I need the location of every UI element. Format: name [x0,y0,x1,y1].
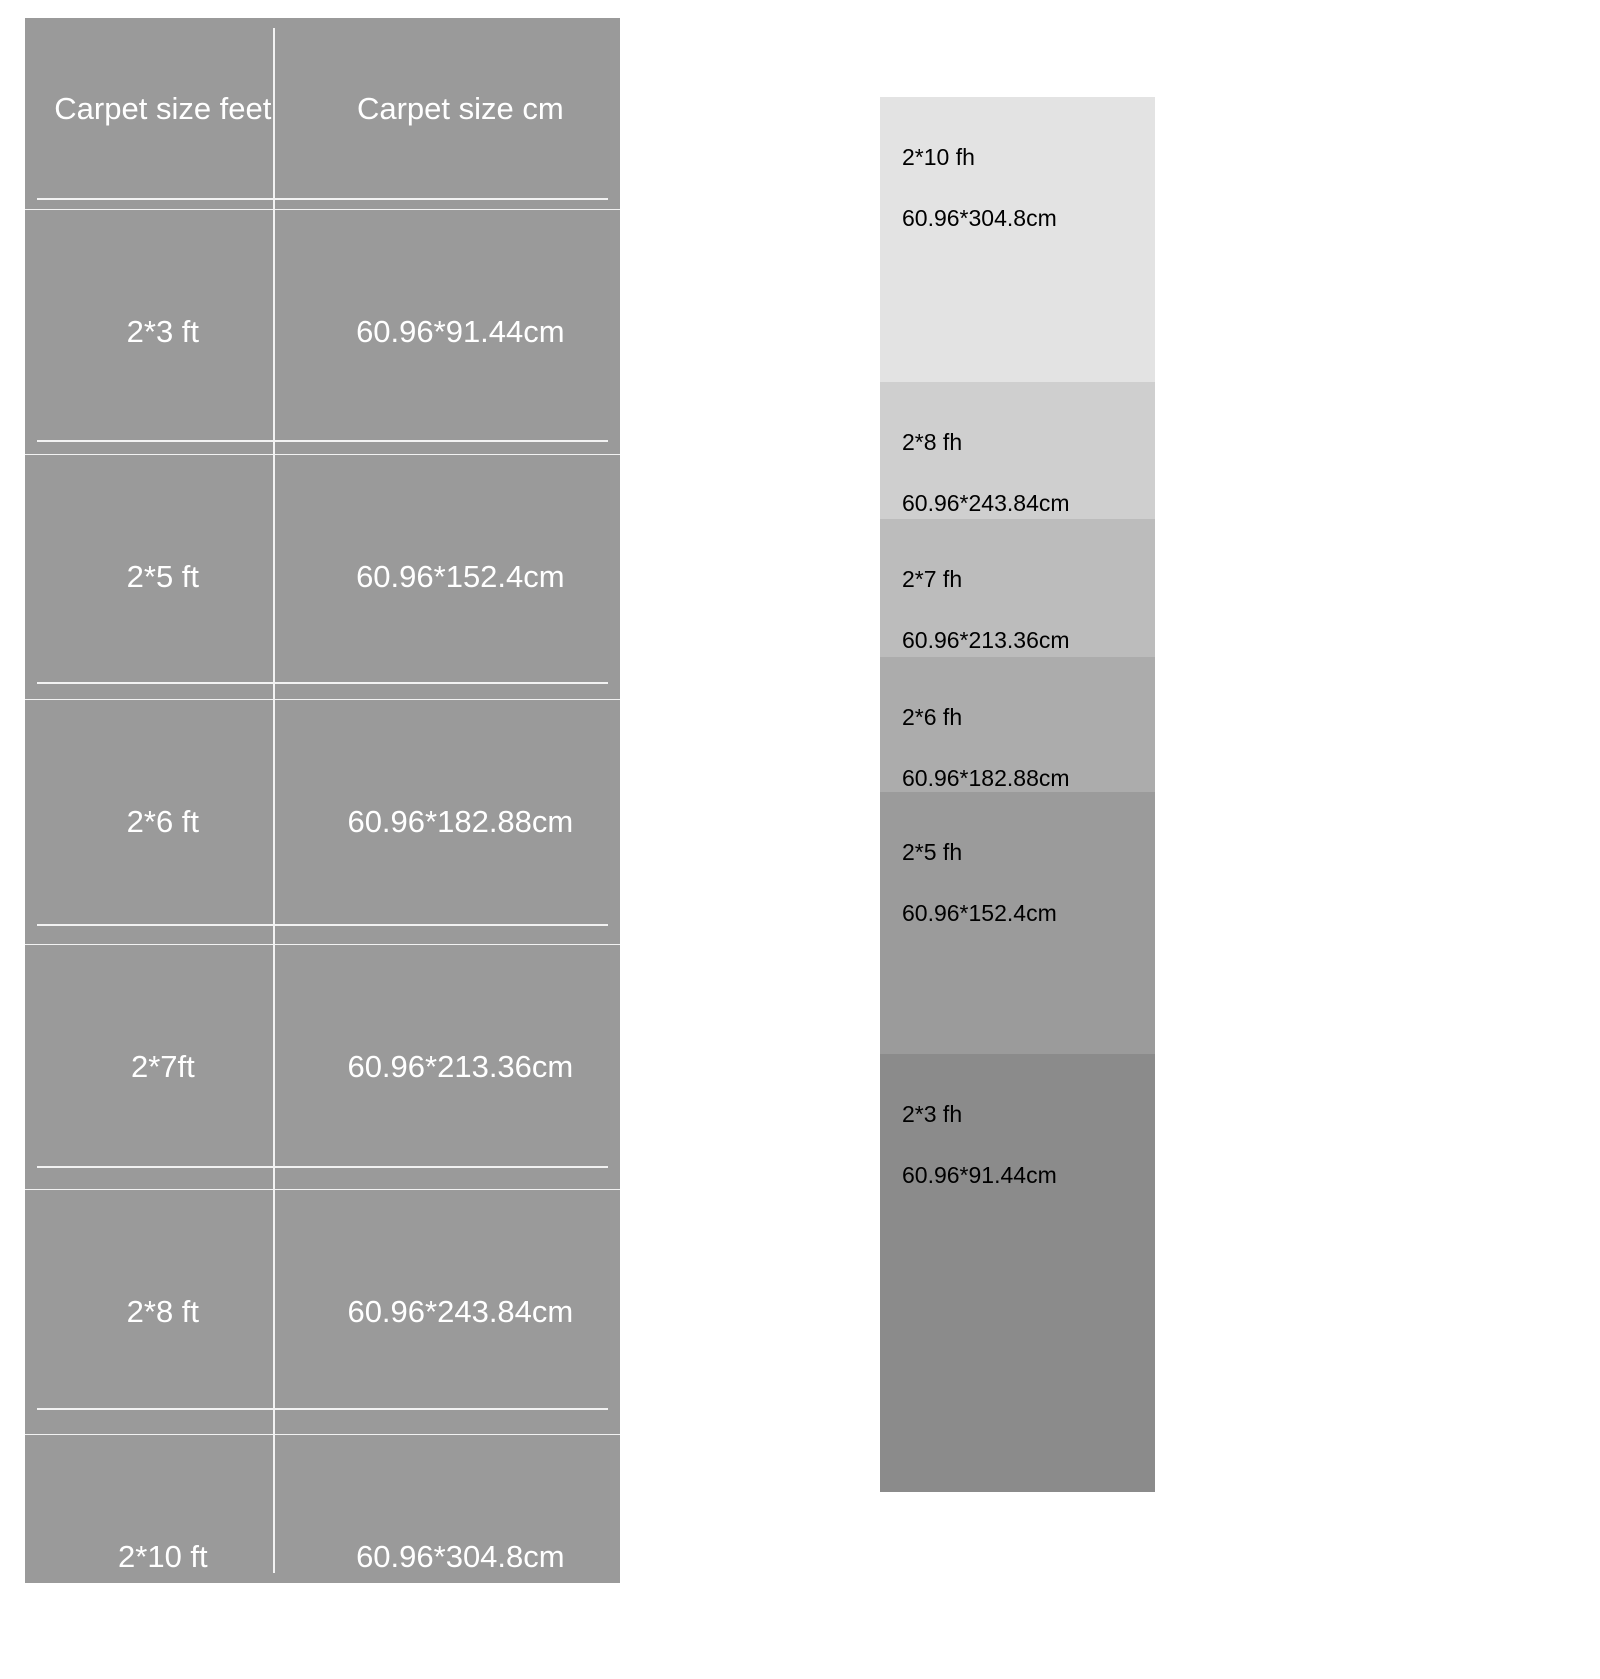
carpet-size-stacked-bar [880,97,1155,1492]
cell-size-feet: 2*10 ft [25,1435,301,1679]
bar-segment-value: 60.96*152.4cm [902,900,1057,926]
cell-size-feet: 2*7ft [25,945,301,1190]
cell-size-feet: 2*8 ft [25,1190,301,1435]
column-header-cm: Carpet size cm [301,18,620,210]
bar-segment-value: 60.96*91.44cm [902,1162,1057,1188]
bar-segment-2x7 [880,519,1155,657]
carpet-size-table [25,18,620,1583]
bar-segment-label: 2*7 fh [902,566,962,592]
column-header-feet: Carpet size feet [25,18,301,210]
bar-segment-label: 2*8 fh [902,429,962,455]
table-row [25,945,620,1190]
table-row [25,210,620,455]
cell-size-feet: 2*6 ft [25,700,301,945]
table-body [25,210,620,1679]
cell-size-cm: 60.96*213.36cm [301,945,620,1190]
table-row [25,1190,620,1435]
bar-segment-label: 2*3 fh [902,1101,962,1127]
cell-size-feet: 2*5 ft [25,455,301,700]
bar-segment-value: 60.96*304.8cm [902,205,1057,231]
bar-segment-label: 2*10 fh [902,144,975,170]
size-table-grid [25,18,620,1679]
bar-segment-label: 2*6 fh [902,704,962,730]
table-row [25,1435,620,1679]
bar-segment-label: 2*5 fh [902,839,962,865]
table-row [25,455,620,700]
cell-size-cm: 60.96*91.44cm [301,210,620,455]
bar-segment-2x3 [880,1054,1155,1492]
table-head [25,18,620,210]
bar-segment-value: 60.96*243.84cm [902,490,1070,516]
cell-size-feet: 2*3 ft [25,210,301,455]
table-header-row [25,18,620,210]
bar-segment-value: 60.96*182.88cm [902,765,1070,791]
bar-segment-value: 60.96*213.36cm [902,627,1070,653]
bar-segment-2x5 [880,792,1155,1054]
cell-size-cm: 60.96*243.84cm [301,1190,620,1435]
bar-segment-2x6 [880,657,1155,792]
bar-segment-2x10 [880,97,1155,382]
cell-size-cm: 60.96*304.8cm [301,1435,620,1679]
bar-segment-2x8 [880,382,1155,519]
table-row [25,700,620,945]
cell-size-cm: 60.96*182.88cm [301,700,620,945]
table-column-divider [273,28,275,1573]
cell-size-cm: 60.96*152.4cm [301,455,620,700]
